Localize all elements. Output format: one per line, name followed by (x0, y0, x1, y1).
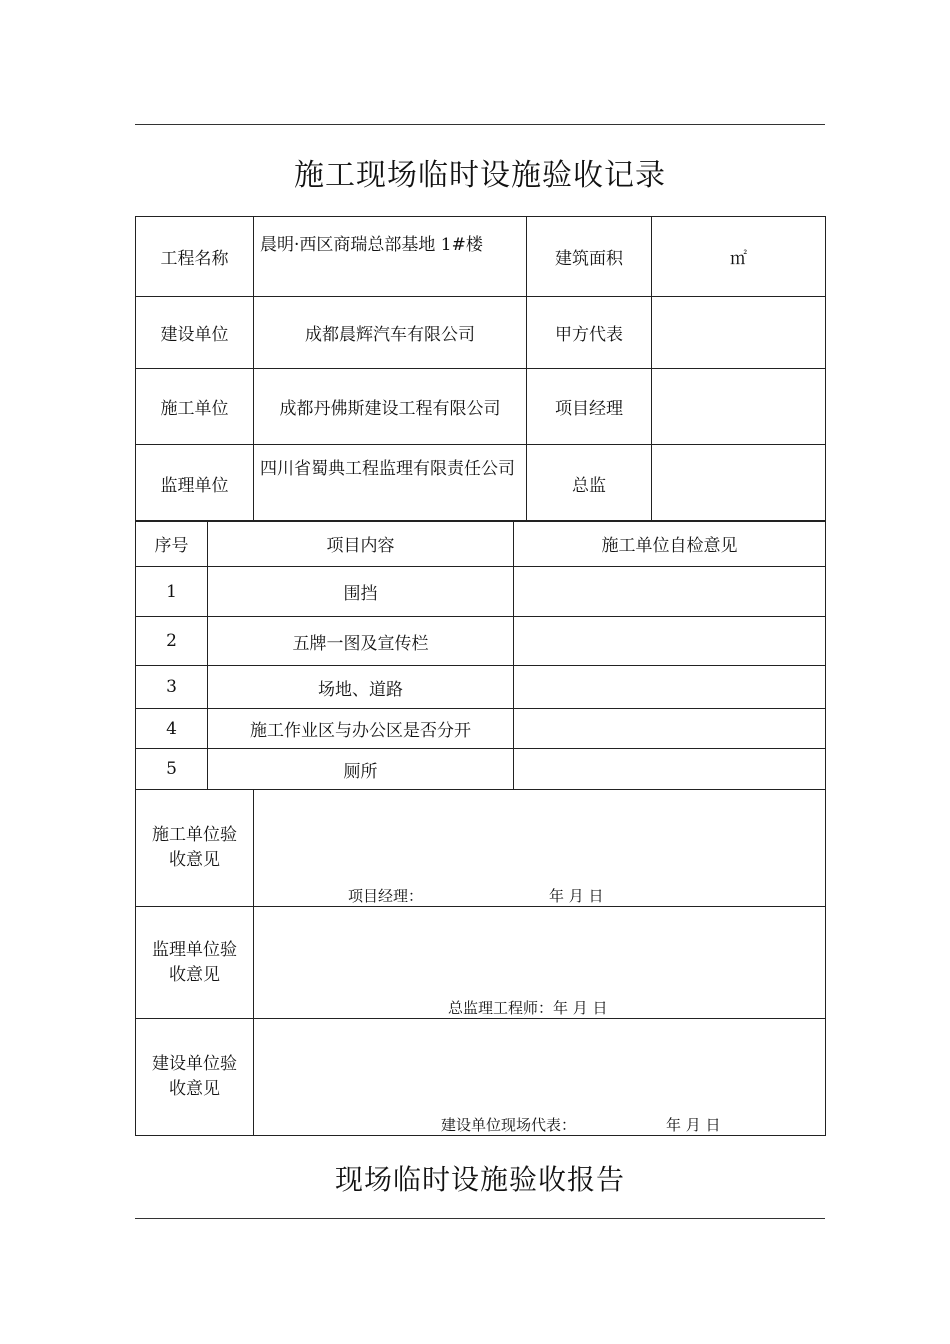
item-check (514, 666, 826, 709)
item-content: 施工作业区与办公区是否分开 (208, 709, 514, 749)
page-title: 施工现场临时设施验收记录 (294, 158, 666, 193)
item-content: 场地、道路 (208, 666, 514, 709)
item-check (514, 567, 826, 617)
item-content: 厕所 (208, 749, 514, 790)
contractor-label: 施工单位 (136, 369, 254, 445)
contractor-signature: 项目经理： (348, 887, 424, 905)
builder-label: 建设单位 (136, 297, 254, 369)
pm-value (652, 369, 826, 445)
owner-rep-value (652, 297, 826, 369)
contractor-opinion-cell (254, 790, 826, 907)
supervisor-opinion-label: 监理单位验 收意见 (136, 907, 254, 1019)
owner-rep-label: 甲方代表 (527, 297, 652, 369)
items-header-check: 施工单位自检意见 (514, 521, 826, 567)
report-title: 现场临时设施验收报告 (334, 1163, 625, 1196)
table-row (136, 709, 826, 749)
table-row (136, 666, 826, 709)
pm-label: 项目经理 (527, 369, 652, 445)
area-value: ㎡ (652, 217, 826, 297)
chief-label: 总监 (527, 445, 652, 522)
project-name-label: 工程名称 (136, 217, 254, 297)
builder-opinion-cell (254, 1019, 826, 1136)
contractor-value: 成都丹佛斯建设工程有限公司 (254, 369, 527, 445)
items-table (135, 520, 826, 790)
chief-value (652, 445, 826, 522)
supervisor-label: 监理单位 (136, 445, 254, 522)
table-row (136, 567, 826, 617)
item-no: 3 (136, 666, 208, 709)
supervisor-signature: 总监理工程师：年 月 日 (448, 999, 608, 1017)
info-table (135, 216, 826, 522)
item-content: 五牌一图及宣传栏 (208, 617, 514, 666)
item-check (514, 709, 826, 749)
builder-signature: 建设单位现场代表： (441, 1116, 577, 1134)
builder-value: 成都晨辉汽车有限公司 (254, 297, 527, 369)
item-no: 1 (136, 567, 208, 617)
item-content: 围挡 (208, 567, 514, 617)
item-check (514, 749, 826, 790)
builder-date: 年 月 日 (666, 1116, 721, 1134)
project-name-value: 晨明·西区商瑞总部基地 1#楼 (254, 217, 527, 297)
contractor-date: 年 月 日 (549, 887, 604, 905)
builder-opinion-label: 建设单位验 收意见 (136, 1019, 254, 1136)
top-rule (135, 124, 825, 125)
item-no: 5 (136, 749, 208, 790)
contractor-opinion-label: 施工单位验 收意见 (136, 790, 254, 907)
table-row (136, 749, 826, 790)
item-check (514, 617, 826, 666)
area-label: 建筑面积 (527, 217, 652, 297)
bottom-rule (135, 1218, 825, 1219)
table-row (136, 617, 826, 666)
supervisor-opinion-cell (254, 907, 826, 1019)
item-no: 2 (136, 617, 208, 666)
opinions-table (135, 789, 826, 1136)
supervisor-value: 四川省蜀典工程监理有限责任公司 (254, 445, 527, 522)
items-header-content: 项目内容 (208, 521, 514, 567)
item-no: 4 (136, 709, 208, 749)
items-header-no: 序号 (136, 521, 208, 567)
